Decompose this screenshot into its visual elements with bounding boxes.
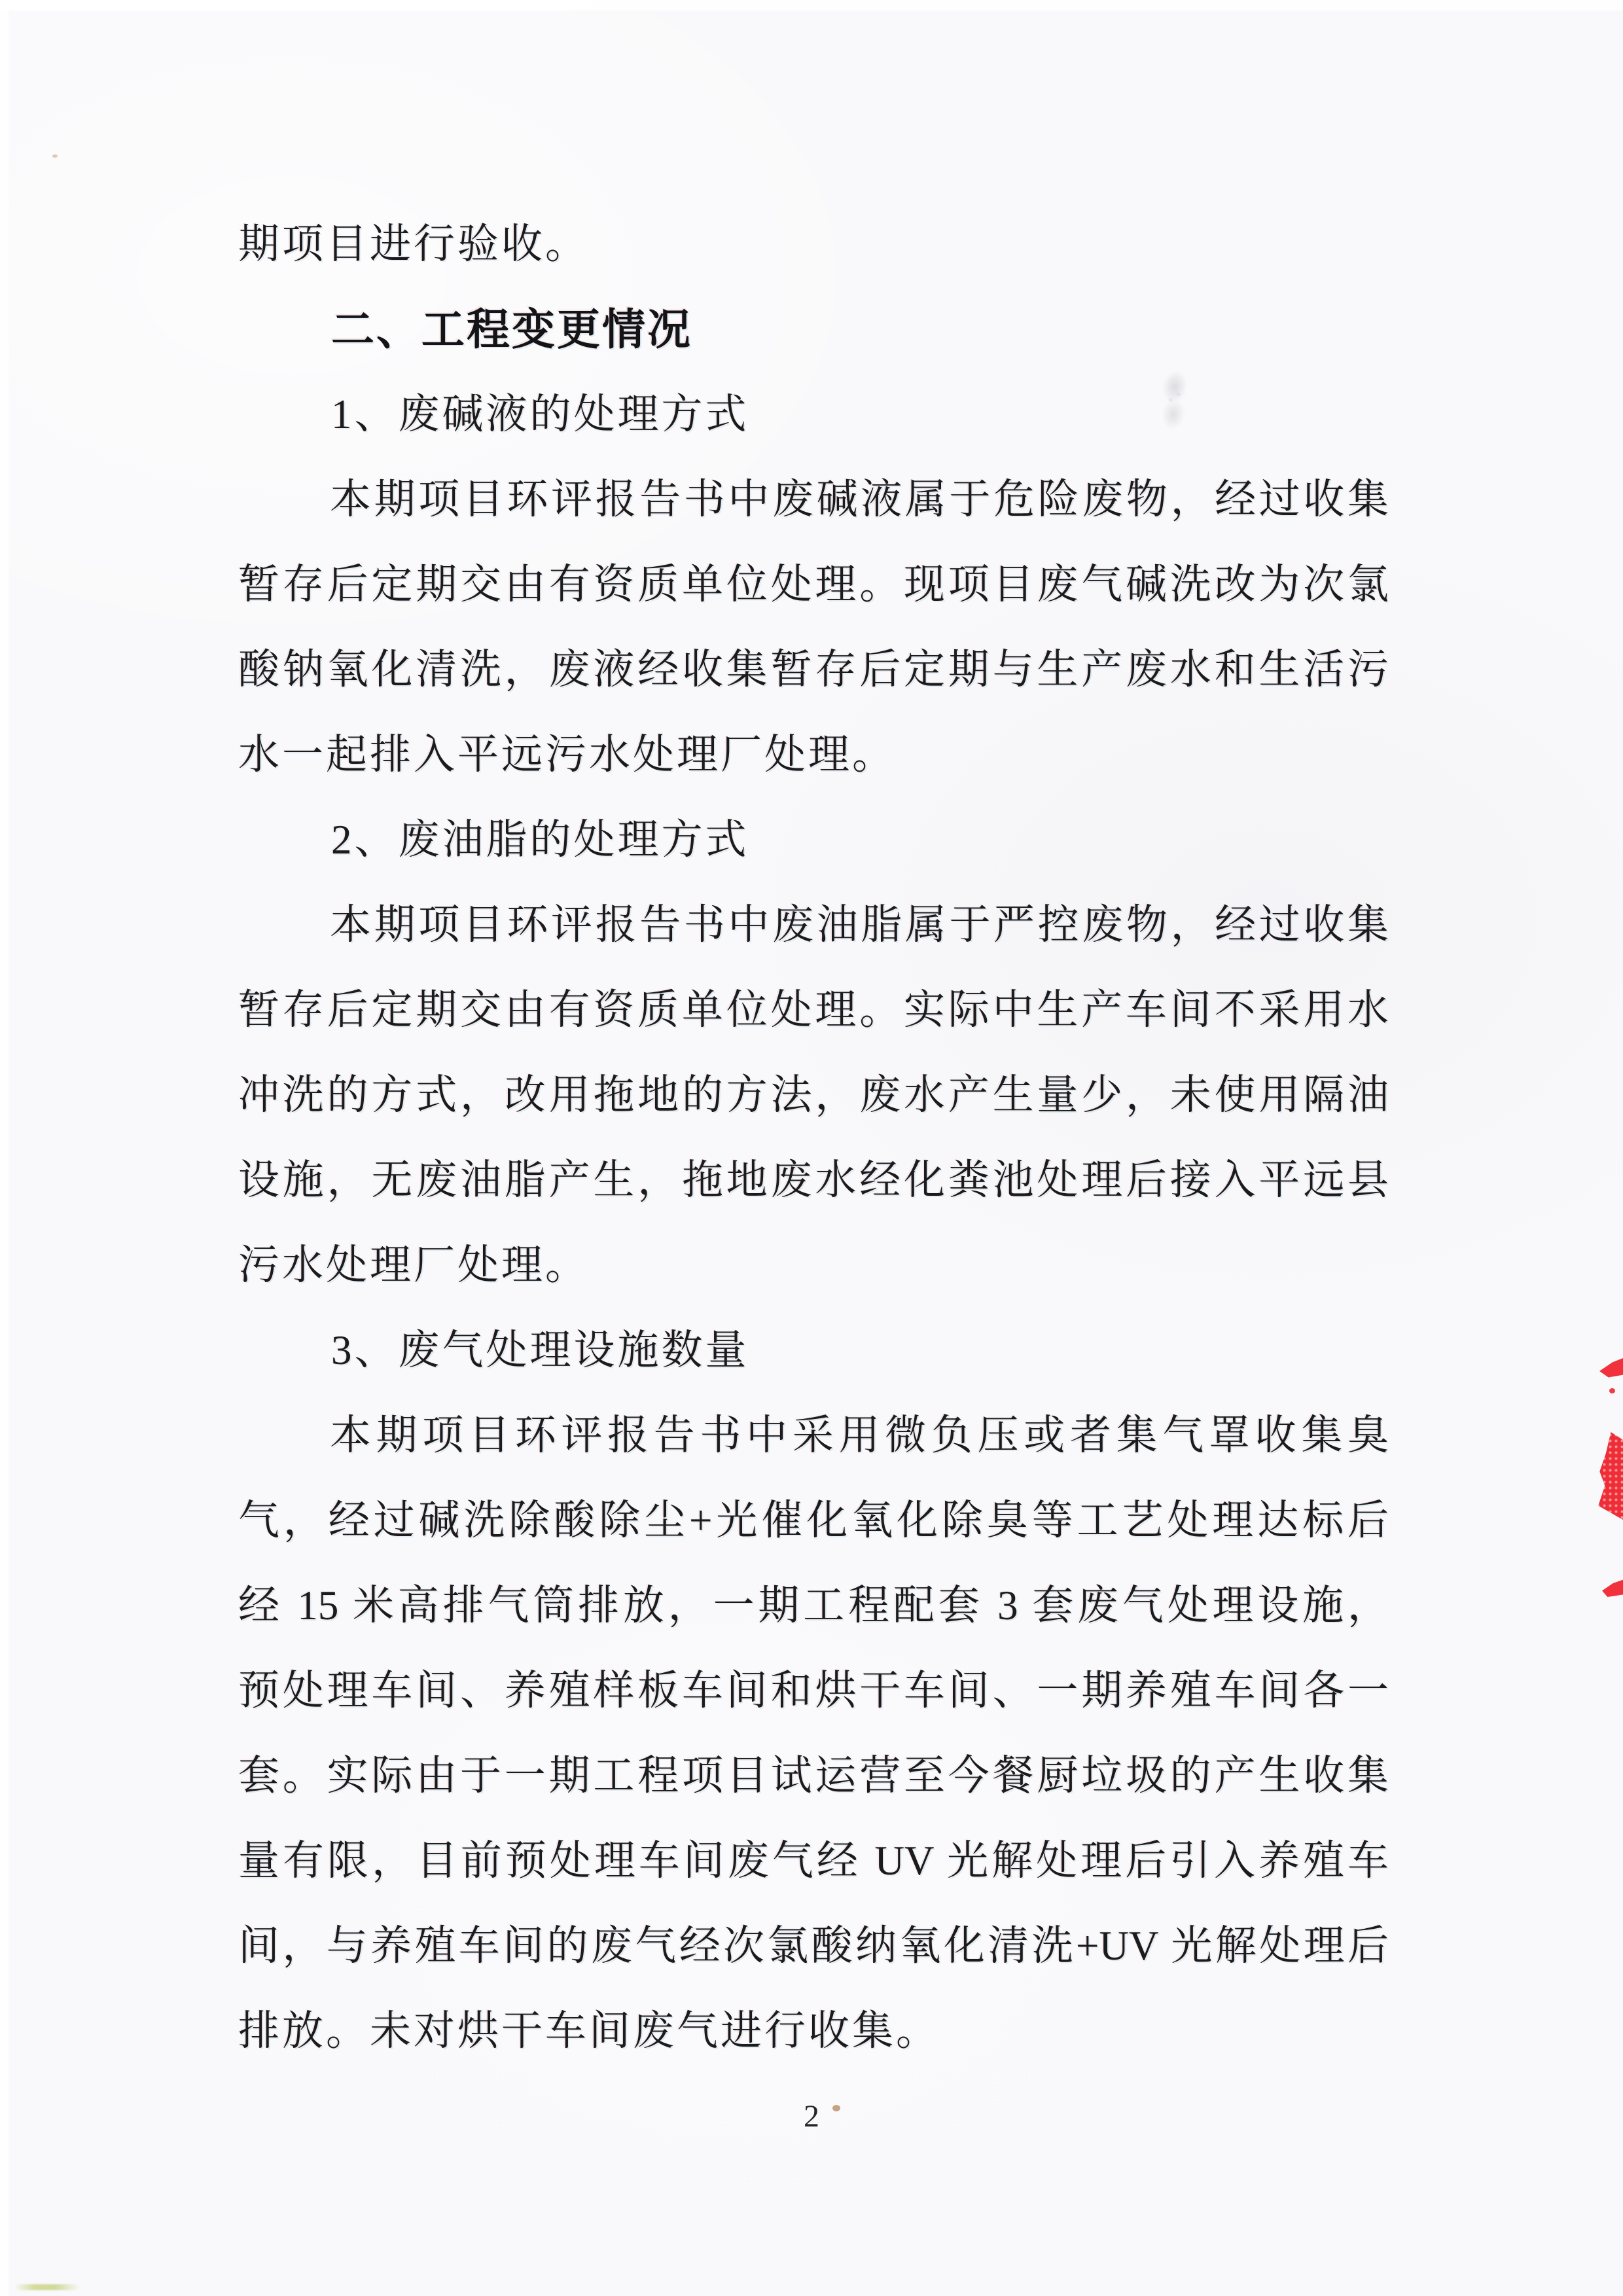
- text-line: 本期项目环评报告书中采用微负压或者集气罩收集臭: [330, 1412, 1389, 1458]
- text-line: 冲洗的方式，改用拖地的方法，废水产生量少，未使用隔油: [238, 1072, 1389, 1118]
- text-line: 预处理车间、养殖样板车间和烘干车间、一期养殖车间各一: [238, 1668, 1389, 1713]
- text-line: 套。实际由于一期工程项目试运营至今餐厨垃圾的产生收集: [238, 1753, 1389, 1799]
- text-line-continuation: 期项目进行验收。: [238, 221, 589, 267]
- text-line: 间，与养殖车间的废气经次氯酸纳氧化清洗+UV 光解处理后: [238, 1923, 1389, 1969]
- text-line: 水一起排入平远污水处理厂处理。: [238, 732, 896, 778]
- paper-speck: [52, 154, 58, 158]
- paper-speck: [832, 2105, 840, 2111]
- text-line: 酸钠氧化清洗，废液经收集暂存后定期与生产废水和生活污: [238, 647, 1389, 692]
- text-line: 本期项目环评报告书中废碱液属于危险废物，经过收集: [330, 476, 1389, 522]
- text-line: 经 15 米高排气筒排放，一期工程配套 3 套废气处理设施，: [238, 1583, 1389, 1628]
- text-line: 气，经过碱洗除酸除尘+光催化氧化除臭等工艺处理达标后: [238, 1498, 1389, 1543]
- scan-edge-top: [0, 0, 1623, 10]
- subitem-1-title: 1、废碱液的处理方式: [331, 391, 749, 437]
- scan-edge-left: [0, 0, 9, 2296]
- text-line: 本期项目环评报告书中废油脂属于严控废物，经过收集: [330, 902, 1389, 948]
- red-stamp-fragment-bottom-icon: [1602, 1577, 1623, 1597]
- subitem-2-title: 2、废油脂的处理方式: [331, 817, 749, 863]
- text-line: 暂存后定期交由有资质单位处理。现项目废气碱洗改为次氯: [238, 562, 1389, 607]
- text-line: 污水处理厂处理。: [238, 1242, 589, 1288]
- text-line: 排放。未对烘干车间废气进行收集。: [238, 2008, 940, 2054]
- red-stamp-fragment-middle-icon: [1596, 1432, 1623, 1520]
- subitem-3-title: 3、废气处理设施数量: [331, 1327, 749, 1373]
- page-number: 2: [804, 2099, 819, 2134]
- section-heading: 二、工程变更情况: [331, 305, 692, 353]
- scan-edge-smear: [14, 2284, 80, 2290]
- text-line: 设施，无废油脂产生，拖地废水经化粪池处理后接入平远县: [238, 1157, 1389, 1203]
- red-stamp-fragment-top-icon: [1599, 1358, 1623, 1379]
- red-ink-dot: [1609, 1388, 1615, 1393]
- text-line: 暂存后定期交由有资质单位处理。实际中生产车间不采用水: [238, 987, 1389, 1033]
- text-line: 量有限，目前预处理车间废气经 UV 光解处理后引入养殖车: [238, 1838, 1389, 1884]
